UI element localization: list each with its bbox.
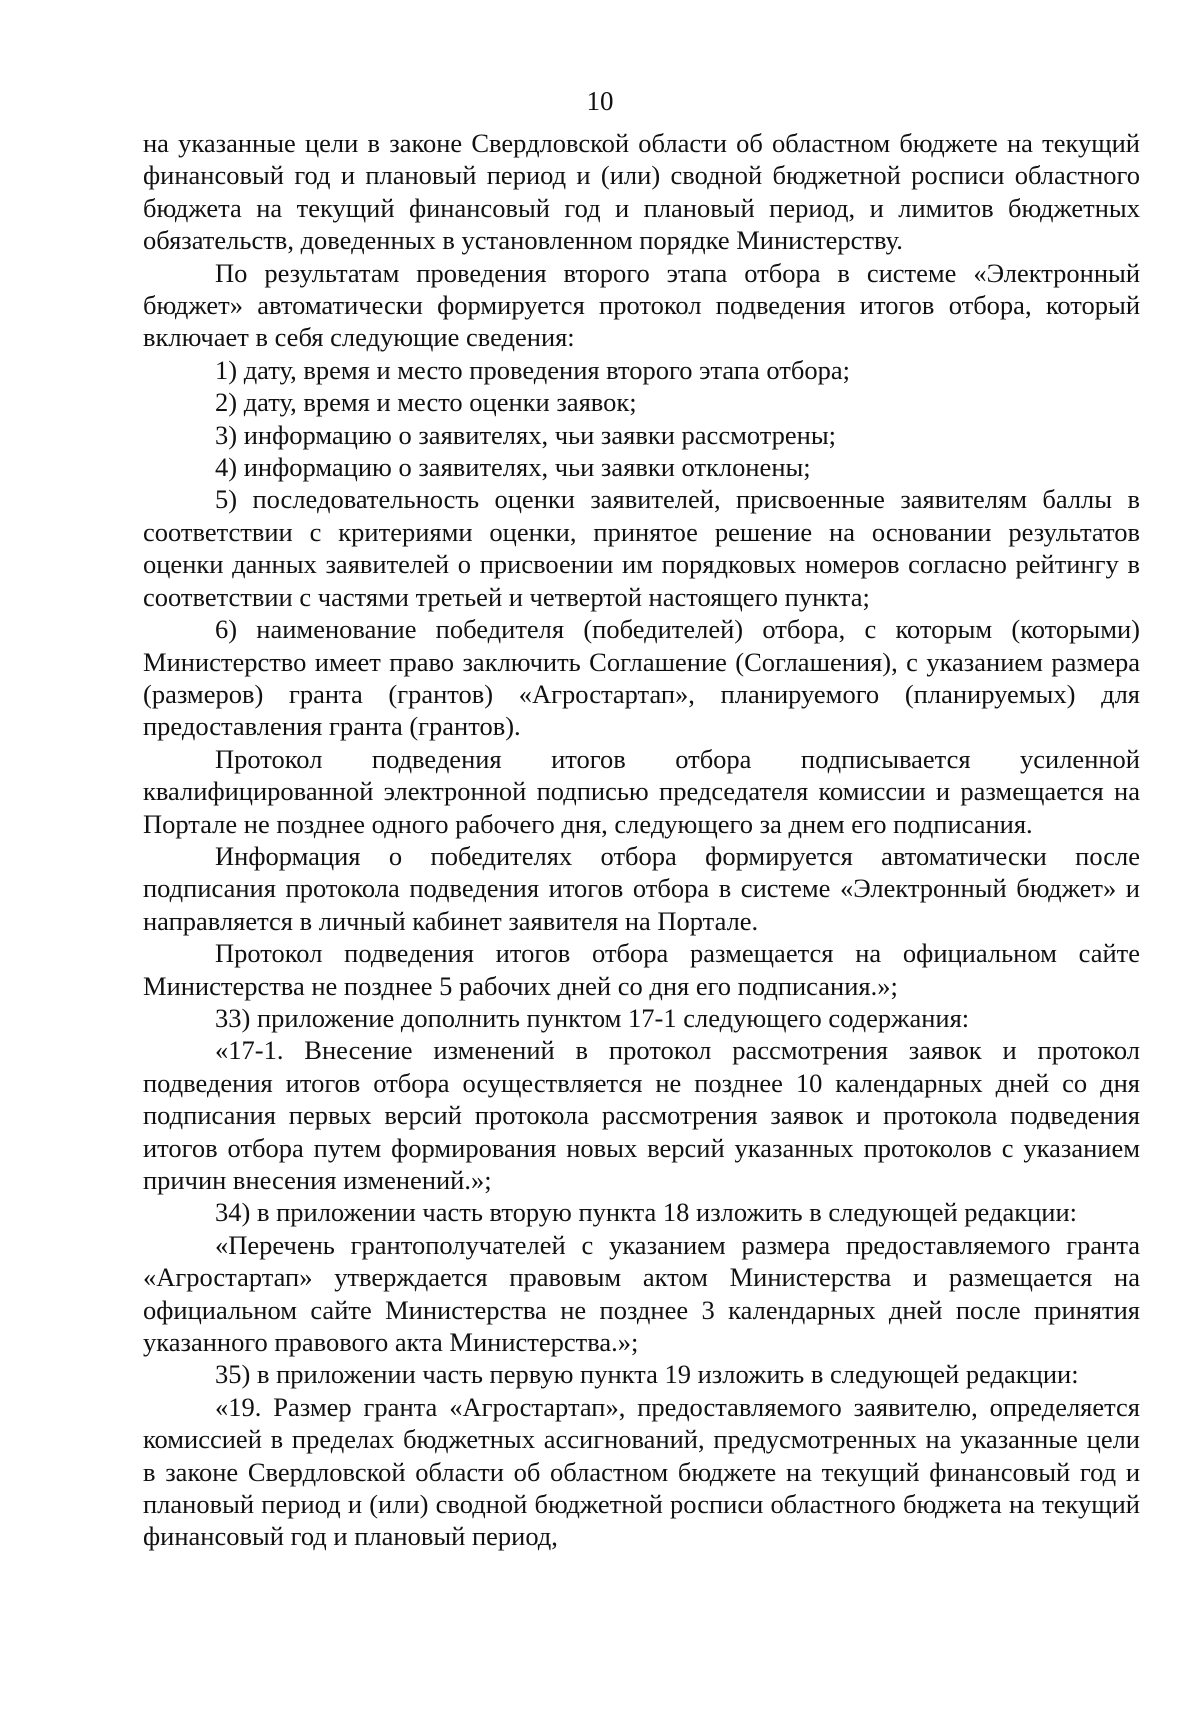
- list-item-2: 2) дату, время и место оценки заявок;: [215, 387, 637, 418]
- paragraph-19: «19. Размер гранта «Агростартап», предоставляемого заявителю, определяется комиссией в пределах бюджетных ассигнований, предусмотренных на указанные цели в законе Свердловской области об областном бюджете на текущий финансовый год и плановый период и (или) сводной бюджетной росписи областного бюджета на текущий финансовый год и плановый период,: [143, 1391, 1140, 1552]
- list-item-3: 3) информацию о заявителях, чьи заявки рассмотрены;: [215, 419, 837, 450]
- paragraph-protocol-intro: По результатам проведения второго этапа отбора в системе «Электронный бюджет» автоматически формируется протокол подведения итогов отбора, который включает в себя следующие сведения:: [143, 257, 1140, 353]
- paragraph-grant-recipients-list: «Перечень грантополучателей с указанием размера предоставляемого гранта «Агростартап» утверждается правовым актом Министерства и размещается на официальном сайте Министерства не позднее 3 календарных дней после принятия указанного правового акта Министерства.»;: [143, 1229, 1140, 1358]
- list-item-1: 1) дату, время и место проведения второго этапа отбора;: [215, 354, 850, 385]
- paragraph-protocol-signing: Протокол подведения итогов отбора подписывается усиленной квалифицированной электронной подписью председателя комиссии и размещается на Портале не позднее одного рабочего дня, следующего за днем его подписания.: [143, 743, 1140, 839]
- page-number: 10: [586, 86, 614, 116]
- amendment-34: 34) в приложении часть вторую пункта 18 изложить в следующей редакции:: [215, 1197, 1077, 1228]
- list-item-4: 4) информацию о заявителях, чьи заявки отклонены;: [215, 452, 811, 483]
- list-item-6: 6) наименование победителя (победителей) отбора, с которым (которыми) Министерство имеет право заключить Соглашение (Соглашения), с указанием размера (размеров) гранта (грантов) «Агростартап», планируемого (планируемых) для предоставления гранта (грантов).: [143, 614, 1140, 742]
- amendment-35: 35) в приложении часть первую пункта 19 изложить в следующей редакции:: [215, 1359, 1079, 1390]
- paragraph-continuation: на указанные цели в законе Свердловской области об областном бюджете на текущий финансовый год и плановый период и (или) сводной бюджетной росписи областного бюджета на текущий финансовый год и плановый период, и лимитов бюджетных обязательств, доведенных в установленном порядке Министерству.: [143, 128, 1140, 256]
- list-item-5: 5) последовательность оценки заявителей, присвоенные заявителям баллы в соответствии с критериями оценки, принятое решение на основании результатов оценки данных заявителей о присвоении им порядковых номеров согласно рейтингу в соответствии с частями третьей и четвертой настоящего пункта;: [143, 484, 1140, 612]
- paragraph-protocol-publication: Протокол подведения итогов отбора размещается на официальном сайте Министерства не позднее 5 рабочих дней со дня его подписания.»;: [143, 938, 1140, 1001]
- paragraph-17-1: «17-1. Внесение изменений в протокол рассмотрения заявок и протокол подведения итогов отбора осуществляется не позднее 10 календарных дней со дня подписания первых версий протокола рассмотрения заявок и протокола подведения итогов отбора путем формирования новых версий указанных протоколов с указанием причин внесения изменений.»;: [143, 1035, 1140, 1195]
- paragraph-winners-info: Информация о победителях отбора формируется автоматически после подписания протокола подведения итогов отбора в системе «Электронный бюджет» и направляется в личный кабинет заявителя на Портале.: [143, 840, 1140, 936]
- document-body: [143, 127, 1140, 1553]
- amendment-33: 33) приложение дополнить пунктом 17-1 следующего содержания:: [215, 1002, 970, 1033]
